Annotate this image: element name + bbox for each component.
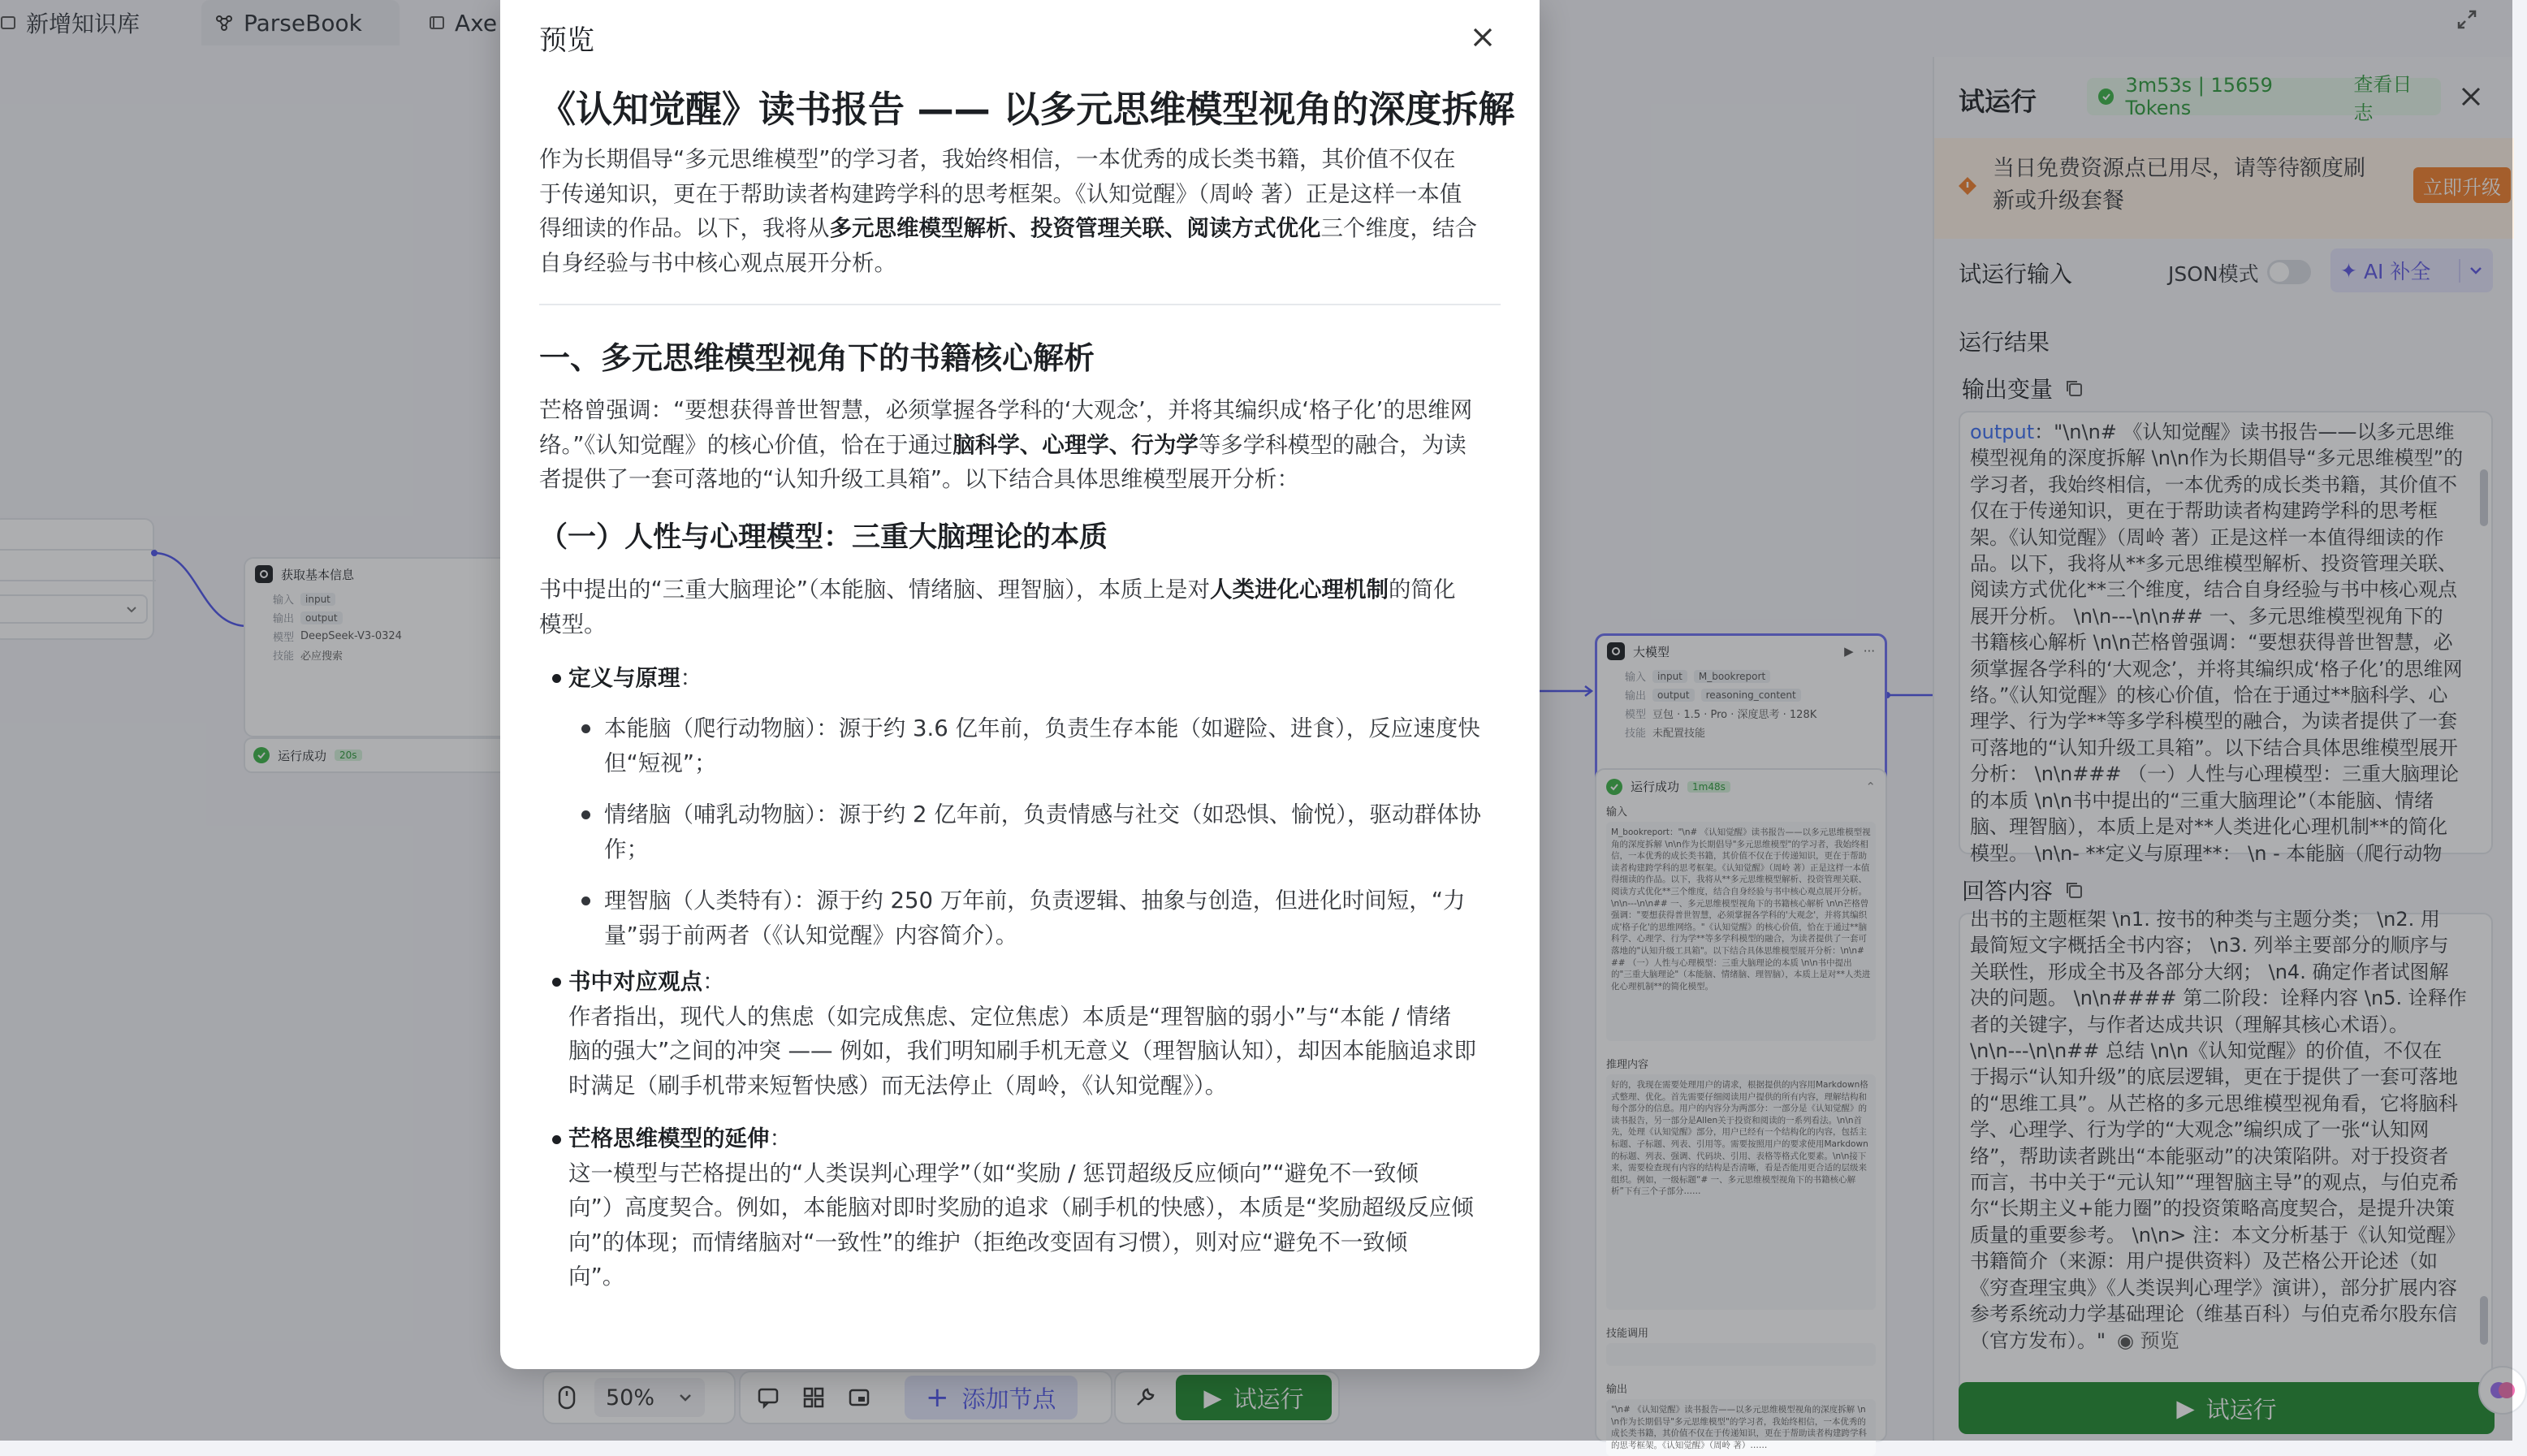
skill-name: 必应搜索 — [300, 650, 343, 663]
detail-input-label: 输入 — [1606, 806, 1628, 819]
var-tag: input — [300, 593, 335, 606]
view-log-link[interactable]: 查看日志 — [2353, 73, 2413, 124]
status-time-badge: 20s — [335, 750, 362, 761]
run-label: 试运行 — [2205, 1395, 2277, 1424]
subsection-heading: （一）人性与心理模型：三重大脑理论的本质 — [539, 521, 1108, 554]
var-tag: output — [1652, 689, 1695, 702]
status-label: 运行成功 — [1631, 780, 1680, 794]
var-tag: output — [300, 611, 343, 624]
play-icon: ▶ — [1203, 1384, 1222, 1411]
plus-icon: + — [926, 1381, 949, 1414]
preview-label: 预览 — [2140, 1329, 2179, 1352]
answer-line: 关联性，形成全书及各部分大纲； \n4. 确定作者试图解 — [1970, 960, 2449, 983]
sub-bullet-dot — [581, 896, 590, 905]
field-label: 模型 — [1625, 709, 1647, 721]
tab-label: ParseBook — [244, 9, 362, 37]
banner-line: 当日免费资源点已用尽，请等待额度刷 — [1993, 156, 2365, 181]
answer-line: 决的问题。 \n\n#### 第二阶段：诠释内容 \n5. 诠释作 — [1970, 987, 2467, 1010]
bullet-title: 定义与原理 — [568, 665, 680, 691]
run-input-title: 试运行输入 — [1959, 261, 2073, 287]
bullet-line: 脑的强大”之间的冲突 —— 例如，我们明知刷手机无意义（理智脑认知），却因本能脑追求即 — [568, 1038, 1476, 1065]
zoom-value: 50% — [606, 1385, 655, 1411]
collapse-icon[interactable]: ⌃ — [1865, 779, 1876, 794]
detail-output-label: 输出 — [1606, 1384, 1628, 1396]
field-label: 模型 — [273, 632, 295, 644]
paragraph-text: 的简化 — [1389, 577, 1456, 603]
detail-input-text: M_bookreport："\n# 《认知觉醒》读书报告——以多元思维模型视角的深度拆解 \n\n作为长期倡导"多元思维模型"的学习者，我始终相信，一本优秀的成长类书籍，其价值不仅在于传递知识，更在于帮助读者构建跨学科的思考框架。《认知觉醒》（周岭 著）正是这样一本值得细读的作品。以下，我将从**多元思维模型解析、投资管理关联、阅读方式优化**三个维度，结合自身经验与书中核心观点展开分析。\n\n---\n\n## 一、多元思维模型视角下的书籍核心解析 \n\n芒格曾强调："要想获得普世智慧，必须掌握各学科的'大观念'，并将其编织成'格子化'的思维网络。"《认知觉醒》的核心价值，恰在于通过**脑科学、心理学、行为学**等多学科模型的融合，为读者提供了一套可落地的"认知升级工具箱"。以下结合具体思维模型展开分析：\n\n### （一）人性与心理模型：三重大脑理论的本质 \n\n书中提出的"三重大脑理论"（本能脑、情绪脑、理智脑），本质上是对**人类进化心理机制**的简化模型。 — [1606, 822, 1876, 1041]
output-line: 模型视角的深度拆解 \n\n作为长期倡导“多元思维模型”的 — [1970, 447, 2464, 470]
field-label: 输入 — [1625, 672, 1647, 684]
output-line: 书籍核心解析 \n\n芒格曾强调：“要想获得普世智慧，必 — [1970, 631, 2453, 655]
bullet-line: 这一模型与芒格提出的“人类误判心理学”（如“奖励 / 惩罚超级反应倾向”“避免不一致倾 — [568, 1160, 1419, 1186]
bullet-dot — [552, 1135, 561, 1144]
answer-line: 《穷查理宝典》《人类误判心理学》演讲），部分扩展内容 — [1970, 1276, 2457, 1299]
intro-line: 自身经验与书中核心观点展开分析。 — [539, 249, 896, 276]
eye-icon: ◉ — [2117, 1329, 2134, 1352]
bullet-line: 向”。 — [568, 1264, 625, 1290]
banner-line: 新或升级套餐 — [1993, 188, 2124, 214]
skill-name: 未配置技能 — [1652, 728, 1706, 740]
var-tag: input — [1652, 670, 1687, 683]
run-node-icon[interactable]: ▶ — [1844, 644, 1854, 659]
sub-bullet-line: 情绪脑（哺乳动物脑）：源于约 2 亿年前，负责情感与社交（如恐惧、愉悦），驱动群体协 — [604, 801, 1481, 827]
doc-intro — [539, 142, 1501, 280]
sub-bullet-line: 作； — [604, 836, 649, 862]
bullet-book-view: 书中对应观点： 作者指出，现代人的焦虑（如完成焦虑、定位焦虑）本质是“理智脑的弱小”与“本能 / 情绪 脑的强大”之间的冲突 —— 例如，我们明知刷手机无意义（理智脑认知），却因本能脑追求即 时满足（刷手机带来短暂快感）而无法停止（周岭，《认知觉醒》）。 — [568, 965, 1494, 1103]
sub-bullet-dot — [581, 810, 590, 819]
sub-bullet-line: 但“短视”； — [604, 750, 717, 776]
answer-line: 出书的主题框架 \n1. 按书的种类与主题分类； \n2. 用 — [1970, 908, 2440, 931]
field-label: 技能 — [273, 650, 295, 663]
run-result-title: 运行结果 — [1959, 329, 2050, 356]
bullet-title: 书中对应观点 — [568, 969, 702, 995]
upgrade-button[interactable]: 立即升级 — [2413, 167, 2511, 203]
field-label: 技能 — [1625, 728, 1647, 740]
answer-line: 尔“长期主义+能力圈”的投资策略高度契合，是提升决策 — [1970, 1197, 2455, 1221]
bullet-munger-extension: 芒格思维模型的延伸： 这一模型与芒格提出的“人类误判心理学”（如“奖励 / 惩罚超级反应倾向”“避免不一致倾 向”）高度契合。例如，本能脑对即时奖励的追求（刷手机的快感），本质是“奖励超级反应倾 向”的体现；而情绪脑对“一致性”的维护（拒绝改变固有习惯），则对应“避免不一致倾 向”。 — [568, 1121, 1494, 1294]
answer-line: 学、心理学、行为学的“大观念”编织成了一张“认知网 — [1970, 1118, 2430, 1142]
output-line: 品。以下，我将从**多元思维模型解析、投资管理关联、 — [1970, 552, 2457, 576]
paragraph-line: 模型。 — [539, 611, 607, 637]
output-line: 架。《认知觉醒》（周岭 著）正是这样一本值得细读的作 — [1970, 525, 2444, 549]
node-title: 大模型 — [1633, 644, 1670, 659]
section-heading: 一、多元思维模型视角下的书籍核心解析 — [539, 340, 1095, 376]
status-label: 运行成功 — [278, 748, 327, 763]
sub-bullet-dot — [581, 724, 590, 733]
answer-line: 质量的重要参考。 \n\n> 注：本文分析基于《认知觉醒》 — [1970, 1223, 2465, 1246]
sub-bullet-line: 理智脑（人类特有）：源于约 250 万年前，负责逻辑、抽象与创造，但进化时间短，“力 — [604, 888, 1466, 914]
add-node-label: 添加节点 — [961, 1385, 1056, 1413]
output-key: output — [1970, 421, 2035, 443]
bullet-line: 向”）高度契合。例如，本能脑对即时奖励的追求（刷手机的快感），本质是“奖励超级反应倾 — [568, 1195, 1474, 1221]
intro-text: 三个维度，结合 — [1320, 215, 1477, 242]
model-name: 豆包 · 1.5 · Pro · 深度思考 · 128K — [1652, 709, 1817, 721]
munger-paragraph — [539, 393, 1501, 497]
bullet-dot — [552, 674, 561, 683]
answer-line: （官方发布）。" — [1970, 1329, 2106, 1352]
bullet-line: 作者指出，现代人的焦虑（如完成焦虑、定位焦虑）本质是“理智脑的弱小”与“本能 / 情绪 — [568, 1003, 1451, 1030]
play-icon: ▶ — [2176, 1394, 2195, 1422]
bullet-title: 芒格思维模型的延伸 — [568, 1125, 770, 1151]
answer-title: 回答内容 — [1962, 878, 2054, 905]
detail-reasoning-label: 推理内容 — [1606, 1059, 1649, 1071]
bullet-definition: 定义与原理： — [568, 665, 702, 691]
answer-line: 者的关键字，与作者达成共识（理解其核心术语）。 — [1970, 1013, 2408, 1036]
answer-line: \n\n---\n\n## 总结 \n\n《认知觉醒》的价值，不仅在 — [1970, 1039, 2443, 1063]
node-title: 获取基本信息 — [281, 567, 355, 582]
output-line: 学习者，我始终相信，一本优秀的成长类书籍，其价值不 — [1970, 473, 2457, 496]
paragraph-text: 书中提出的“三重大脑理论”（本能脑、情绪脑、理智脑），本质上是对 — [539, 577, 1210, 603]
paragraph-bold: 人类进化心理机制 — [1210, 577, 1389, 603]
bullet-line: 时满足（刷手机带来短暂快感）而无法停止（周岭，《认知觉醒》）。 — [568, 1072, 1228, 1099]
sub-bullet-emotion — [604, 797, 1497, 866]
answer-line: 于揭示“认知升级”的底层逻辑，更在于提供了一套可落地 — [1970, 1065, 2458, 1089]
answer-line: 最简短文字概括全书内容； \n3. 列举主要部分的顺序与 — [1970, 934, 2449, 957]
field-label: 输入 — [273, 594, 295, 607]
divider — [539, 304, 1501, 305]
answer-line: 的“思维工具”。从芒格的多元思维模型视角看，它将脑科 — [1970, 1091, 2458, 1115]
model-name: DeepSeek-V3-0324 — [300, 630, 402, 642]
output-line: 模型。 \n\n- **定义与原理**： \n - 本能脑（爬行动物 — [1970, 841, 2443, 865]
answer-line: 络”，帮助读者跳出“本能驱动”的决策陷阱。对于投资者 — [1970, 1144, 2449, 1168]
detail-output-text: "\n# 《认知觉醒》读书报告——以多元思维模型视角的深度拆解 \n\n作为长期倡导"多元思维模型"的学习者，我始终相信，一本优秀的成长类书籍，其价值不仅在于传递知识，更在于帮助读者构建跨学科的思考框架。《认知觉醒》（周岭 著）…… — [1606, 1399, 1876, 1456]
detail-reasoning-text: 好的，我现在需要处理用户的请求，根据提供的内容用Markdown格式整理、优化。首先需要仔细阅读用户提供的所有内容，理解结构和每个部分的信息。用户的内容分为两部分：一部分是《认知觉醒》的读书报告，另一部分是Allen关于投资和阅读的一系列看法。\n\n首先，处理《认知觉醒》部分，用户已经有一个结构化的内容，包括主标题、子标题、列表、引用等。需要按照用户的要求使用Markdown的标题、列表、强调、代码块、引用、表格等格式化要素。\n\n接下来，需要检查现有内容的结构是否清晰，看是否能用更合适的层级来组织。例如，一级标题“# 一、多元思维模型视角下的书籍核心解析”下有三个子部分…… — [1606, 1074, 1876, 1310]
intro-bold: 多元思维模型解析、投资管理关联、阅读方式优化 — [829, 215, 1321, 242]
ai-fill-label: AI 补全 — [2363, 260, 2431, 283]
output-var-title: 输出变量 — [1962, 376, 2054, 403]
field-label: 输出 — [1625, 690, 1647, 702]
tab-label: 新增知识库 — [26, 11, 140, 37]
output-line: 须掌握各学科的‘大观念’，并将其编织成‘格子化’的思维网 — [1970, 657, 2463, 680]
json-mode-label: JSON模式 — [2168, 262, 2259, 286]
modal-close-button[interactable] — [1467, 21, 1499, 54]
output-line: 脑、理智脑），本质上是对**人类进化心理机制**的简化 — [1970, 815, 2447, 839]
output-line: 阅读方式优化**三个维度，结合自身经验与书中核心观点 — [1970, 578, 2457, 602]
preview-modal — [500, 0, 1540, 1369]
paragraph-line: 者提供了一套可落地的“认知升级工具箱”。以下结合具体思维模型展开分析： — [539, 466, 1299, 493]
output-line: 仅在于传递知识，更在于帮助读者构建跨学科的思考框 — [1970, 499, 2438, 523]
paragraph-bold: 脑科学、心理学、行为学 — [952, 431, 1199, 458]
paragraph-text: 络。”《认知觉醒》的核心价值，恰在于通过 — [539, 431, 953, 458]
output-line: 展开分析。 \n\n---\n\n## 一、多元思维模型视角下的 — [1970, 604, 2443, 628]
var-tag: reasoning_content — [1701, 689, 1801, 702]
triple-brain-paragraph — [539, 572, 1501, 642]
answer-line: 书籍简介（来源：用户提供资料）及芒格公开论述（如 — [1970, 1250, 2438, 1273]
output-line: ："\n\n# 《认知觉醒》读书报告——以多元思维 — [2034, 421, 2455, 443]
sparkle-icon: ✦ — [2340, 258, 2357, 283]
output-line: 的本质 \n\n书中提出的“三重大脑理论”（本能脑、情绪 — [1970, 788, 2434, 812]
sub-bullet-line: 量”弱于前两者（《认知觉醒》内容简介）。 — [604, 922, 1018, 948]
sub-bullet-instinct — [604, 711, 1497, 780]
field-label: 输出 — [273, 613, 295, 625]
output-line: 理学、行为学**等多学科模型的融合，为读者提供了一套 — [1970, 710, 2457, 733]
run-stats: 3m53s | 15659 Tokens — [2125, 74, 2273, 119]
var-tag: M_bookreport — [1694, 670, 1770, 683]
run-label: 试运行 — [1233, 1385, 1304, 1413]
detail-skill-label: 技能调用 — [1606, 1328, 1649, 1340]
modal-title: 预览 — [539, 24, 594, 57]
intro-line: 作为长期倡导“多元思维模型”的学习者，我始终相信，一本优秀的成长类书籍，其价值不仅在 — [539, 146, 1456, 172]
answer-line: 而言，书中关于“元认知”“理智脑主导”的观点，与伯克希 — [1970, 1171, 2459, 1195]
answer-line: 参考系统动力学基础理论（维基百科）与伯克希尔股东信 — [1970, 1303, 2457, 1326]
doc-title: 《认知觉醒》读书报告 —— 以多元思维模型视角的深度拆解 — [539, 88, 1515, 131]
paragraph-line: 芒格曾强调：“要想获得普世智慧，必须掌握各学科的‘大观念’，并将其编织成‘格子化’的思维网 — [539, 397, 1473, 423]
output-line: 可落地的“认知升级工具箱”。以下结合具体思维模型展开 — [1970, 736, 2458, 759]
tab-label: Axe — [455, 9, 498, 37]
bullet-dot — [552, 978, 561, 987]
sub-bullet-reason — [604, 884, 1497, 953]
bullet-line: 向”的体现；而情绪脑对“一致性”的维护（拒绝改变固有习惯），则对应“避免不一致倾 — [568, 1229, 1408, 1255]
close-icon — [1471, 26, 1494, 49]
output-line: 络。”《认知觉醒》的核心价值，恰在于通过**脑科学、心 — [1970, 684, 2448, 707]
paragraph-text: 等多学科模型的融合，为读 — [1198, 431, 1467, 458]
panel-title: 试运行 — [1959, 86, 2037, 117]
intro-text: 得细读的作品。以下，我将从 — [539, 215, 830, 242]
status-time-badge: 1m48s — [1687, 781, 1730, 793]
sub-bullet-line: 本能脑（爬行动物脑）：源于约 3.6 亿年前，负责生存本能（如避险、进食），反应速度快 — [604, 715, 1480, 741]
output-line: 分析： \n\n### （一）人性与心理模型：三重大脑理论 — [1970, 763, 2460, 786]
more-icon[interactable]: ··· — [1863, 644, 1875, 659]
intro-line: 于传递知识，更在于帮助读者构建跨学科的思考框架。《认知觉醒》（周岭 著）正是这样一本值 — [539, 180, 1462, 207]
